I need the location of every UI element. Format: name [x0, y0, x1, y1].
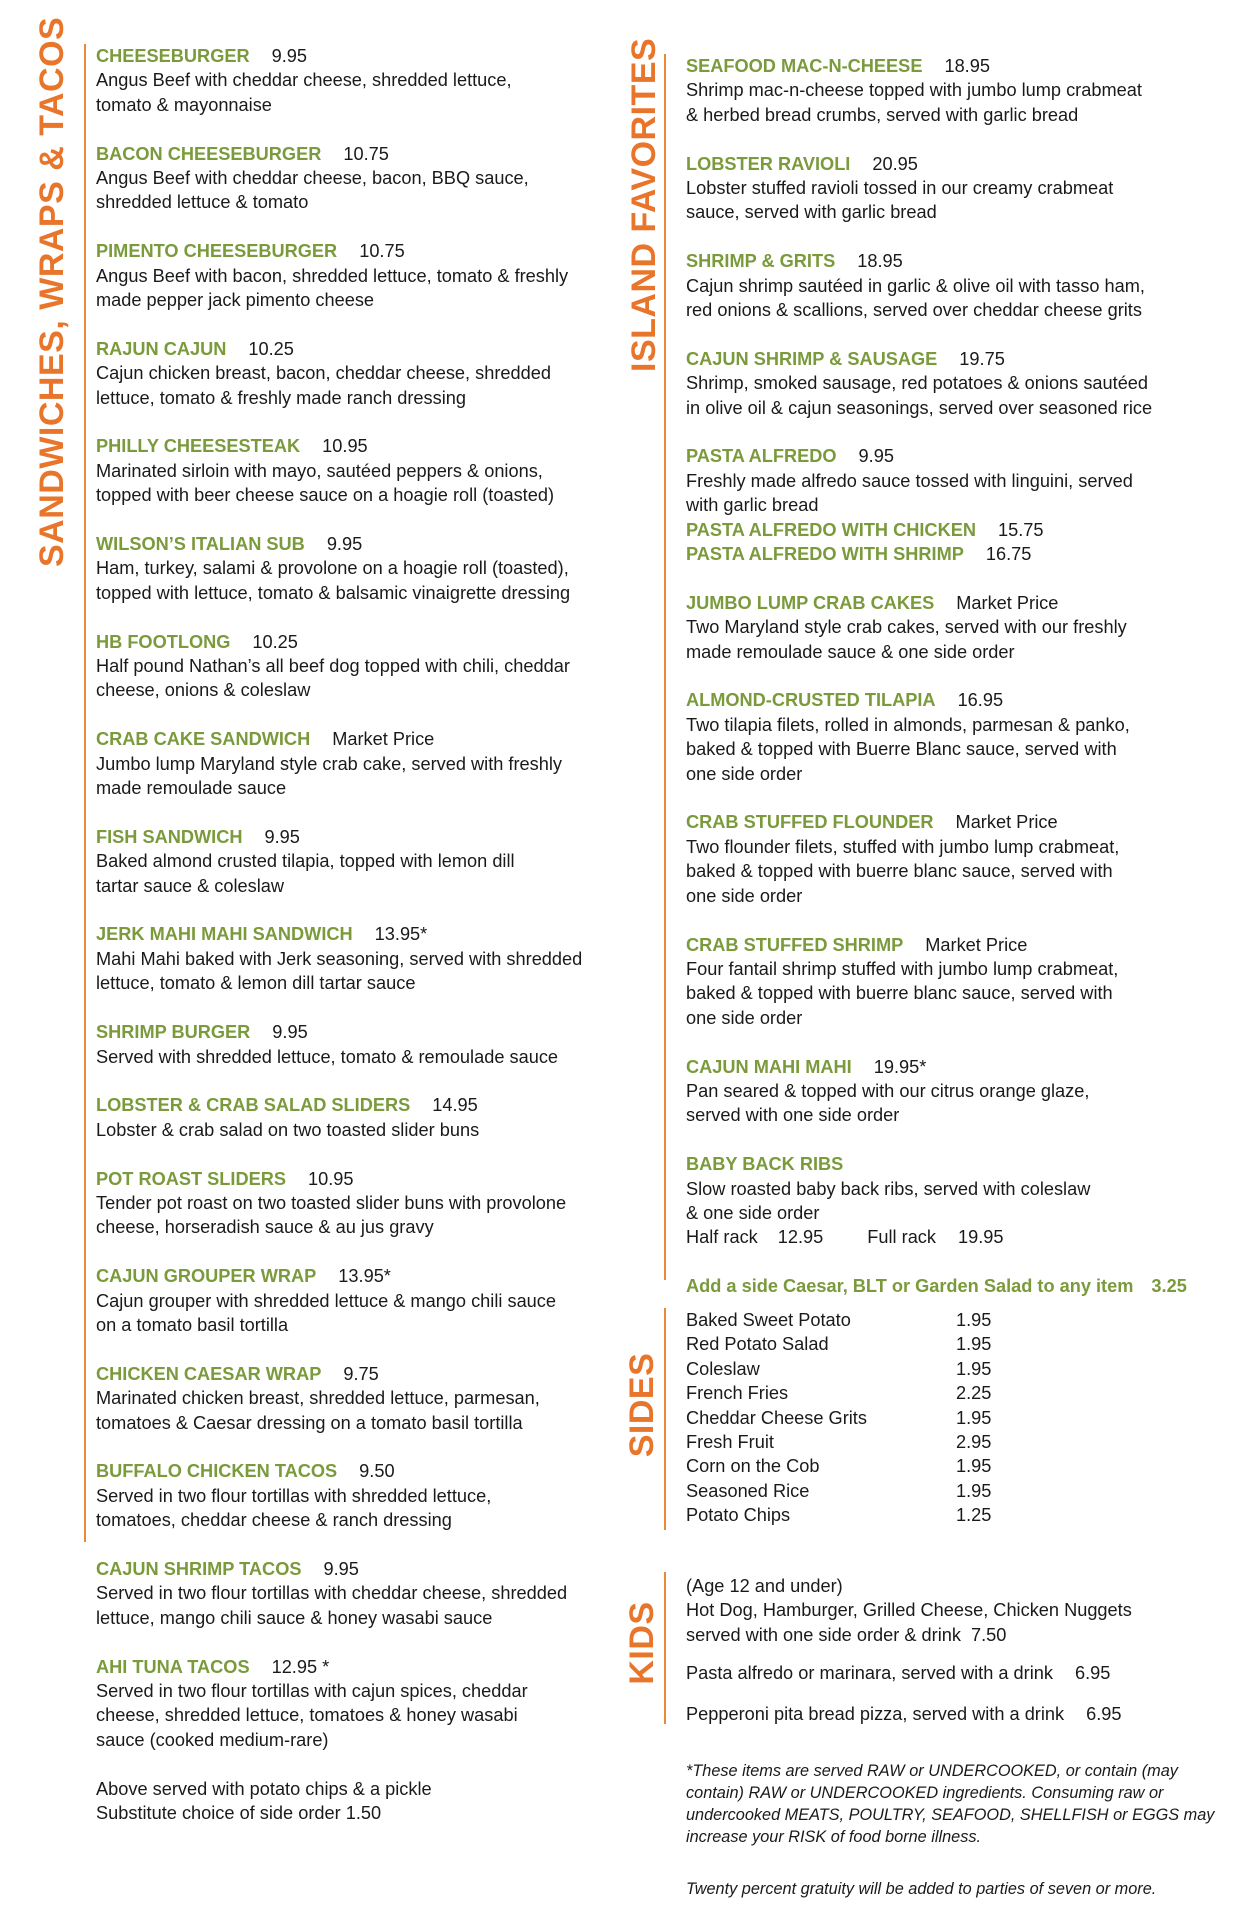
- menu-item-description: in olive oil & cajun seasonings, served over seasoned rice: [686, 397, 1153, 418]
- menu-item-name: SHRIMP BURGER: [96, 1022, 251, 1043]
- menu-item: [96, 727, 616, 800]
- menu-item: [686, 54, 1226, 127]
- menu-item: [96, 1167, 616, 1240]
- menu-item-header: [686, 249, 1226, 273]
- side-row: [686, 1479, 991, 1503]
- menu-item-description: Ham, turkey, salami & provolone on a hoagie roll (toasted),: [96, 558, 569, 579]
- side-name: Red Potato Salad: [686, 1334, 829, 1355]
- menu-item-description: & one side order: [686, 1202, 820, 1223]
- menu-item: [96, 922, 616, 995]
- menu-item-header: [96, 1093, 616, 1117]
- menu-item-description: lettuce, mango chili sauce & honey wasabi sauce: [96, 1607, 493, 1628]
- menu-item: [96, 337, 616, 410]
- sides-list: [686, 1308, 1186, 1528]
- sides-title: SIDES: [623, 1352, 661, 1458]
- disclaimer-line: contain) RAW or UNDERCOOKED ingredients. Consuming raw or: [686, 1784, 1164, 1802]
- menu-item-description: Angus Beef with cheddar cheese, bacon, BBQ sauce,: [96, 168, 529, 189]
- menu-item-description: shredded lettuce & tomato: [96, 192, 309, 213]
- menu-item-price: 10.75: [359, 241, 405, 262]
- menu-item-header: [686, 444, 1226, 468]
- menu-item-variant-price: 15.75: [997, 519, 1044, 540]
- full-rack-price: 19.95: [958, 1227, 1004, 1248]
- add-side-price: 3.25: [1151, 1276, 1187, 1297]
- menu-item-name: SEAFOOD MAC-N-CHEESE: [686, 56, 923, 76]
- menu-item: [96, 630, 616, 703]
- menu-item-description: Two Maryland style crab cakes, served with our freshly: [686, 617, 1127, 638]
- menu-item-description: cheese, horseradish sauce & au jus gravy: [96, 1217, 434, 1238]
- side-row: [686, 1503, 991, 1527]
- menu-item-price: 9.50: [359, 1461, 395, 1482]
- menu-item-name: WILSON’S ITALIAN SUB: [96, 534, 305, 555]
- menu-item: [96, 1362, 616, 1435]
- menu-item-description: Marinated sirloin with mayo, sautéed peppers & onions,: [96, 460, 543, 481]
- menu-item-header: [96, 1020, 616, 1044]
- add-side-text: Add a side Caesar, BLT or Garden Salad to any item: [686, 1276, 1134, 1297]
- disclaimer: [686, 1760, 1226, 1848]
- sandwiches-list: [96, 44, 616, 1825]
- menu-item-description: lettuce, tomato & freshly made ranch dressing: [96, 387, 466, 408]
- menu-item: [686, 810, 1226, 908]
- menu-item-description: Served in two flour tortillas with cajun spices, cheddar: [96, 1680, 528, 1701]
- menu-item-header: [96, 1362, 616, 1386]
- menu-item-price: Market Price: [956, 592, 1059, 613]
- full-rack-label: Full rack: [867, 1227, 936, 1248]
- menu-item: [96, 434, 616, 507]
- island-list: [686, 54, 1226, 1299]
- menu-item-price: 19.95*: [873, 1056, 927, 1077]
- menu-item: [96, 142, 616, 215]
- menu-item-description: baked & topped with Buerre Blanc sauce, served with: [686, 739, 1117, 760]
- kids-pizza: Pepperoni pita bread pizza, served with a drink 6.95: [686, 1703, 1122, 1724]
- menu-item-header: [96, 44, 616, 68]
- menu-item-description: tomato & mayonnaise: [96, 94, 272, 115]
- menu-item-description: one side order: [686, 1007, 803, 1028]
- menu-item-description: Cajun grouper with shredded lettuce & mango chili sauce: [96, 1290, 557, 1311]
- menu-item-name: CAJUN GROUPER WRAP: [96, 1266, 317, 1287]
- menu-item-description: Served in two flour tortillas with cheddar cheese, shredded: [96, 1583, 568, 1604]
- side-row: [686, 1357, 991, 1381]
- disclaimer-line: undercooked MEATS, POULTRY, SEAFOOD, SHELLFISH or EGGS may: [686, 1806, 1215, 1824]
- menu-item-description: Lobster stuffed ravioli tossed in our creamy crabmeat: [686, 178, 1114, 199]
- menu-item-name: PIMENTO CHEESEBURGER: [96, 241, 338, 262]
- menu-item-header: [96, 825, 616, 849]
- menu-item-price: Market Price: [955, 812, 1058, 833]
- menu-item-description: served with one side order: [686, 1105, 900, 1126]
- menu-item-header: [686, 54, 1226, 78]
- island-divider: [664, 54, 666, 1280]
- menu-item-description: Half pound Nathan’s all beef dog topped with chili, cheddar: [96, 656, 570, 677]
- menu-item-name: CRAB STUFFED SHRIMP: [686, 934, 904, 955]
- menu-item-price: 16.95: [957, 690, 1004, 711]
- menu-item-variant: [686, 518, 1226, 542]
- side-price: 1.95: [956, 1480, 992, 1501]
- menu-item-description: sauce (cooked medium-rare): [96, 1729, 329, 1750]
- menu-item-price: Market Price: [332, 729, 435, 750]
- menu-item-description: topped with lettuce, tomato & balsamic vinaigrette dressing: [96, 582, 571, 603]
- side-price: 1.95: [956, 1358, 992, 1379]
- menu-item-price: 9.75: [343, 1363, 379, 1384]
- menu-item-name: JERK MAHI MAHI SANDWICH: [96, 924, 353, 945]
- disclaimer-line: increase your RISK of food borne illness.: [686, 1828, 982, 1846]
- gratuity-note: Twenty percent gratuity will be added to parties of seven or more.: [686, 1880, 1157, 1898]
- menu-item: [686, 249, 1226, 322]
- menu-item-variant-price: 16.75: [985, 544, 1032, 565]
- menu-item-price: 18.95: [944, 56, 990, 76]
- kids-section: [686, 1574, 1206, 1726]
- kids-line2: served with one side order & drink 7.50: [686, 1624, 1007, 1645]
- menu-item-header: [96, 1655, 616, 1679]
- sides-table: [686, 1308, 991, 1528]
- menu-item-header: [686, 591, 1226, 615]
- menu-item-name: CHEESEBURGER: [96, 46, 250, 66]
- side-row: [686, 1454, 991, 1478]
- side-name: Potato Chips: [686, 1505, 791, 1526]
- menu-item-price: 13.95*: [374, 924, 428, 945]
- menu-item-price: 9.95: [323, 1558, 359, 1579]
- menu-item-name: CAJUN MAHI MAHI: [686, 1056, 852, 1077]
- menu-item: [686, 1055, 1226, 1128]
- menu-item-name: JUMBO LUMP CRAB CAKES: [686, 592, 935, 613]
- menu-item: [96, 1093, 616, 1142]
- menu-item-description: Angus Beef with cheddar cheese, shredded lettuce,: [96, 70, 512, 91]
- half-rack-price: 12.95: [777, 1227, 824, 1248]
- menu-item-header: [96, 337, 616, 361]
- side-name: Seasoned Rice: [686, 1480, 810, 1501]
- menu-item: [686, 688, 1226, 786]
- menu-item-description: baked & topped with buerre blanc sauce, served with: [686, 861, 1113, 882]
- menu-item-description: Cajun shrimp sautéed in garlic & olive oil with tasso ham,: [686, 275, 1145, 296]
- menu-item-description: one side order: [686, 763, 803, 784]
- menu-item-description: Slow roasted baby back ribs, served with coleslaw: [686, 1178, 1091, 1199]
- kids-pasta-price: 6.95: [1074, 1663, 1111, 1684]
- side-price: 2.95: [956, 1432, 992, 1453]
- menu-item-price: 9.95: [264, 826, 300, 847]
- menu-item-description: with garlic bread: [686, 495, 819, 516]
- menu-item-variant: [686, 542, 1226, 566]
- kids-pizza-price: 6.95: [1086, 1703, 1122, 1724]
- menu-item-name: CAJUN SHRIMP & SAUSAGE: [686, 348, 938, 369]
- add-side-salad: [686, 1274, 1226, 1298]
- menu-item-price: 14.95: [432, 1095, 478, 1116]
- menu-item-header: [686, 810, 1226, 834]
- menu-item-header: [96, 1167, 616, 1191]
- menu-item-header: [96, 922, 616, 946]
- menu-item-variant-name: PASTA ALFREDO WITH CHICKEN: [686, 519, 976, 540]
- menu-item-header: [96, 142, 616, 166]
- side-name: Fresh Fruit: [686, 1432, 774, 1453]
- sandwiches-footer-line: Substitute choice of side order 1.50: [96, 1802, 382, 1823]
- side-row: [686, 1406, 991, 1430]
- menu-item-name: FISH SANDWICH: [96, 826, 243, 847]
- menu-item-price: 18.95: [857, 251, 903, 272]
- sandwiches-divider: [84, 44, 86, 1542]
- kids-age: (Age 12 and under): [686, 1576, 843, 1596]
- menu-item-name: BABY BACK RIBS: [686, 1154, 844, 1175]
- menu-item: [96, 1655, 616, 1753]
- menu-item-header: [96, 1557, 616, 1581]
- menu-item: [686, 347, 1226, 420]
- menu-item-description: Freshly made alfredo sauce tossed with linguini, served: [686, 470, 1133, 491]
- side-name: Corn on the Cob: [686, 1456, 820, 1477]
- menu-item-description: Mahi Mahi baked with Jerk seasoning, served with shredded: [96, 948, 583, 969]
- menu-item-description: Lobster & crab salad on two toasted slider buns: [96, 1119, 480, 1140]
- menu-item-price: 9.95: [271, 46, 308, 66]
- menu-item-price: 19.75: [959, 348, 1005, 369]
- menu-item-description: tomatoes, cheddar cheese & ranch dressing: [96, 1510, 452, 1531]
- menu-item-description: Shrimp, smoked sausage, red potatoes & onions sautéed: [686, 373, 1149, 394]
- menu-item-description: Served with shredded lettuce, tomato & remoulade sauce: [96, 1046, 559, 1067]
- menu-item-header: [96, 239, 616, 263]
- side-row: [686, 1430, 991, 1454]
- menu-item-name: ALMOND-CRUSTED TILAPIA: [686, 690, 936, 711]
- menu-item-description: Tender pot roast on two toasted slider buns with provolone: [96, 1192, 567, 1213]
- menu-item-name: BUFFALO CHICKEN TACOS: [96, 1461, 338, 1482]
- menu-item-price: 10.95: [322, 436, 368, 457]
- menu-item: [686, 444, 1226, 566]
- menu-item: [686, 1152, 1226, 1250]
- menu-item-name: PASTA ALFREDO: [686, 446, 837, 467]
- menu-item: [96, 44, 616, 117]
- menu-item-name: SHRIMP & GRITS: [686, 251, 836, 272]
- menu-item-price: 10.95: [307, 1168, 354, 1189]
- disclaimer-line: *These items are served RAW or UNDERCOOKED, or contain (may: [686, 1762, 1178, 1780]
- menu-item-price: 13.95*: [338, 1266, 391, 1287]
- side-price: 1.95: [956, 1407, 992, 1428]
- side-name: Baked Sweet Potato: [686, 1310, 851, 1330]
- menu-item-price: Market Price: [925, 934, 1028, 955]
- kids-divider: [664, 1572, 666, 1724]
- menu-item-description: tomatoes & Caesar dressing on a tomato basil tortilla: [96, 1412, 523, 1433]
- menu-item-description: cheese, onions & coleslaw: [96, 680, 311, 701]
- menu-item-description: Marinated chicken breast, shredded lettuce, parmesan,: [96, 1388, 540, 1409]
- menu-item: [96, 1459, 616, 1532]
- menu-item-description: Baked almond crusted tilapia, topped with lemon dill: [96, 851, 515, 872]
- menu-item-description: tartar sauce & coleslaw: [96, 875, 285, 896]
- menu-item-description: one side order: [686, 885, 803, 906]
- kids-pasta: Pasta alfredo or marinara, served with a drink 6.95: [686, 1663, 1111, 1684]
- menu-item-header: [686, 1152, 1226, 1176]
- menu-item-header: [686, 347, 1226, 371]
- menu-item-price: 9.95: [858, 446, 894, 467]
- menu-item-description: & herbed bread crumbs, served with garlic bread: [686, 104, 1079, 125]
- side-price: 1.95: [956, 1456, 992, 1477]
- menu-item-price: 20.95: [872, 153, 918, 174]
- menu-item-name: BACON CHEESEBURGER: [96, 143, 322, 164]
- menu-item-price: 10.25: [248, 338, 294, 359]
- menu-item-description: on a tomato basil tortilla: [96, 1314, 289, 1335]
- menu-item-header: [96, 532, 616, 556]
- sandwiches-title: SANDWICHES, WRAPS & TACOS: [33, 16, 71, 567]
- side-row: [686, 1381, 991, 1405]
- menu-item-description: Cajun chicken breast, bacon, cheddar cheese, shredded: [96, 363, 551, 384]
- side-row: [686, 1332, 991, 1356]
- menu-item-header: [96, 434, 616, 458]
- menu-item-name: CRAB CAKE SANDWICH: [96, 729, 311, 750]
- menu-item-price: 9.95: [272, 1022, 308, 1043]
- menu-item-description: made remoulade sauce: [96, 778, 287, 799]
- menu-item-description: cheese, shredded lettuce, tomatoes & honey wasabi: [96, 1705, 518, 1726]
- ribs-pricing: [686, 1225, 1226, 1249]
- menu-item: [96, 239, 616, 312]
- side-row: [686, 1308, 991, 1332]
- island-title: ISLAND FAVORITES: [625, 37, 663, 372]
- kids-line1: Hot Dog, Hamburger, Grilled Cheese, Chicken Nuggets: [686, 1600, 1132, 1621]
- menu-item-variant-name: PASTA ALFREDO WITH SHRIMP: [686, 544, 964, 565]
- side-name: French Fries: [686, 1383, 789, 1404]
- menu-item-description: lettuce, tomato & lemon dill tartar sauce: [96, 973, 416, 994]
- menu-item-name: CRAB STUFFED FLOUNDER: [686, 812, 934, 833]
- side-name: Coleslaw: [686, 1358, 760, 1379]
- menu-item-header: [686, 152, 1226, 176]
- menu-item-name: CAJUN SHRIMP TACOS: [96, 1558, 302, 1579]
- menu-item-name: LOBSTER & CRAB SALAD SLIDERS: [96, 1095, 411, 1116]
- sides-divider: [664, 1308, 666, 1530]
- menu-item-name: CHICKEN CAESAR WRAP: [96, 1363, 322, 1384]
- side-name: Cheddar Cheese Grits: [686, 1407, 867, 1428]
- menu-item-description: sauce, served with garlic bread: [686, 202, 937, 223]
- menu-item-header: [96, 727, 616, 751]
- menu-item-description: Pan seared & topped with our citrus orange glaze,: [686, 1080, 1090, 1101]
- menu-item-header: [686, 1055, 1226, 1079]
- menu-item-description: Jumbo lump Maryland style crab cake, served with freshly: [96, 753, 562, 774]
- menu-item-description: made remoulade sauce & one side order: [686, 641, 1015, 662]
- menu-item-description: Four fantail shrimp stuffed with jumbo lump crabmeat,: [686, 958, 1119, 979]
- menu-item-description: Angus Beef with bacon, shredded lettuce, tomato & freshly: [96, 265, 569, 286]
- menu-item-description: Two flounder filets, stuffed with jumbo lump crabmeat,: [686, 836, 1120, 857]
- menu-item: [686, 933, 1226, 1031]
- menu-item-description: Two tilapia filets, rolled in almonds, parmesan & panko,: [686, 714, 1130, 735]
- menu-item-description: Served in two flour tortillas with shredded lettuce,: [96, 1485, 492, 1506]
- menu-item-header: [686, 933, 1226, 957]
- menu-item: [686, 152, 1226, 225]
- menu-item-price: 12.95 *: [271, 1656, 330, 1677]
- kids-title: KIDS: [623, 1601, 661, 1685]
- menu-item-header: [96, 1264, 616, 1288]
- menu-item: [686, 591, 1226, 664]
- menu-item-description: topped with beer cheese sauce on a hoagie roll (toasted): [96, 485, 555, 506]
- menu-item: [96, 532, 616, 605]
- menu-item-name: HB FOOTLONG: [96, 631, 231, 652]
- kids-line2-price: 7.50: [970, 1624, 1007, 1645]
- menu-item-header: [686, 688, 1226, 712]
- menu-item-name: AHI TUNA TACOS: [96, 1656, 250, 1677]
- side-price: 1.25: [956, 1505, 992, 1526]
- side-price: 1.95: [956, 1334, 992, 1355]
- menu-item-name: LOBSTER RAVIOLI: [686, 153, 851, 174]
- menu-item: [96, 1264, 616, 1337]
- menu-item-description: baked & topped with buerre blanc sauce, served with: [686, 983, 1113, 1004]
- menu-item-description: Shrimp mac-n-cheese topped with jumbo lump crabmeat: [686, 80, 1142, 101]
- menu-item: [96, 825, 616, 898]
- menu-item-description: red onions & scallions, served over cheddar cheese grits: [686, 300, 1142, 321]
- menu-item-name: PHILLY CHEESESTEAK: [96, 436, 301, 457]
- half-rack-label: Half rack: [686, 1227, 758, 1248]
- menu-item-name: POT ROAST SLIDERS: [96, 1168, 286, 1189]
- menu-item: [96, 1557, 616, 1630]
- menu-item-description: made pepper jack pimento cheese: [96, 290, 375, 311]
- side-price: 1.95: [956, 1310, 992, 1330]
- sandwiches-footer-line: Above served with potato chips & a pickle: [96, 1778, 432, 1799]
- menu-item: [96, 1020, 616, 1069]
- menu-item-header: [96, 630, 616, 654]
- side-price: 2.25: [956, 1383, 992, 1404]
- menu-item-name: RAJUN CAJUN: [96, 338, 227, 359]
- menu-item-price: 9.95: [326, 534, 363, 555]
- menu-item-header: [96, 1459, 616, 1483]
- menu-item-price: 10.25: [252, 631, 298, 652]
- menu-item-price: 10.75: [343, 143, 389, 164]
